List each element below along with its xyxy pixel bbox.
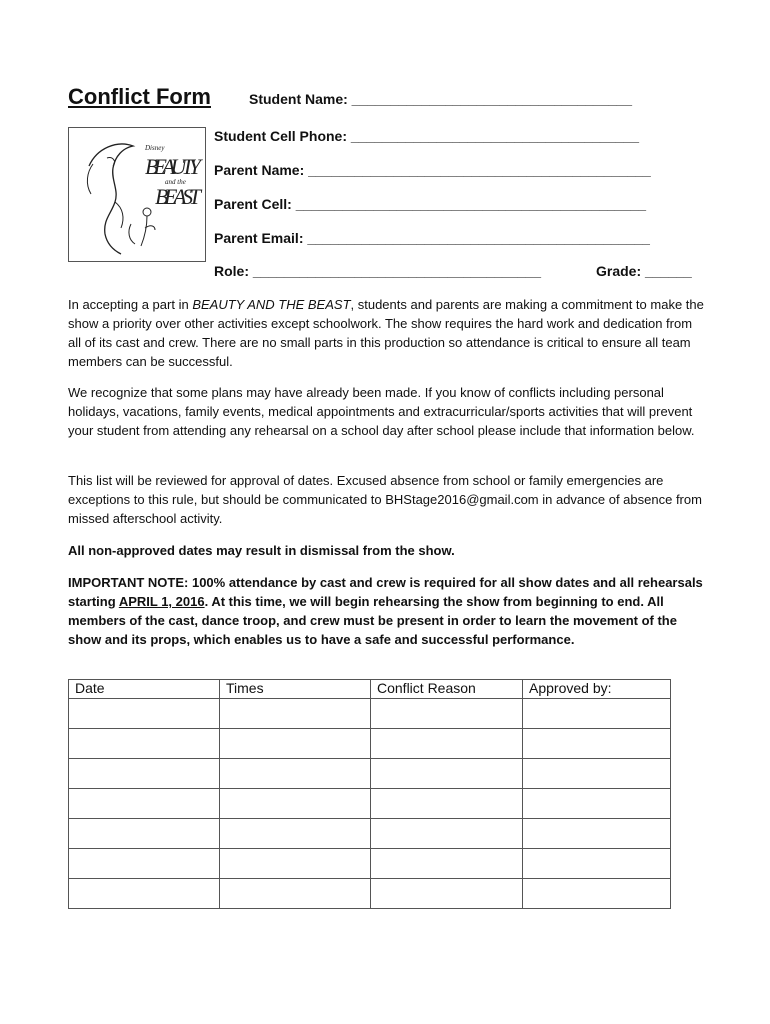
conflict-reason-cell[interactable] (371, 849, 523, 879)
svg-text:and the: and the (165, 178, 186, 186)
times-cell[interactable] (220, 759, 371, 789)
date-cell[interactable] (69, 879, 220, 909)
times-cell[interactable] (220, 849, 371, 879)
date-header: Date (69, 680, 220, 699)
dismissal-warning: All non-approved dates may result in dismissal from the show. (68, 543, 455, 558)
beauty-and-the-beast-logo (68, 127, 206, 262)
table-row (69, 729, 671, 759)
form-title: Conflict Form (68, 84, 211, 109)
approved-by-cell[interactable] (523, 699, 671, 729)
svg-text:BEAUTY: BEAUTY (145, 154, 201, 179)
svg-text:BEAST: BEAST (155, 184, 201, 209)
approved-by-cell[interactable] (523, 849, 671, 879)
conflict-reason-header: Conflict Reason (371, 680, 523, 699)
approved-by-cell[interactable] (523, 879, 671, 909)
approved-by-header: Approved by: (523, 680, 671, 699)
conflict-reason-cell[interactable] (371, 819, 523, 849)
table-row (69, 819, 671, 849)
times-cell[interactable] (220, 819, 371, 849)
show-title: BEAUTY AND THE BEAST (192, 297, 351, 312)
date-cell[interactable] (69, 789, 220, 819)
conflict-reason-cell[interactable] (371, 759, 523, 789)
conflicts-paragraph: We recognize that some plans may have already been made. If you know of conflicts including personal holidays, vacations, family events, medical appointments and extracurricular/sports activities that will prevent your student from attending any rehearsal on a school day after school please include that information below. (68, 385, 695, 438)
parent-name-field[interactable]: Parent Name: ____________________________________________ (214, 162, 651, 178)
date-cell[interactable] (69, 729, 220, 759)
beast-rose-illustration (69, 128, 205, 261)
conflict-table (68, 679, 671, 909)
svg-text:Disney: Disney (145, 144, 165, 152)
student-name-field[interactable]: Student Name: ____________________________________ (249, 91, 632, 107)
table-header-row (69, 680, 671, 699)
date-cell[interactable] (69, 759, 220, 789)
times-header: Times (220, 680, 371, 699)
date-cell[interactable] (69, 849, 220, 879)
parent-cell-field[interactable]: Parent Cell: _____________________________________________ (214, 196, 647, 212)
date-cell[interactable] (69, 819, 220, 849)
table-row (69, 849, 671, 879)
times-cell[interactable] (220, 879, 371, 909)
table-row (69, 789, 671, 819)
table-row (69, 759, 671, 789)
start-date: APRIL 1, 2016 (118, 594, 205, 609)
student-cell-phone-field[interactable]: Student Cell Phone: _____________________________________ (214, 128, 639, 144)
commitment-paragraph: In accepting a part in BEAUTY AND THE BEAST, students and parents are making a commitment to make the show a priority over other activities except schoolwork. The show requires the hard work and dedication from all of its cast and crew. There are no small parts in this production so attendance is critical to ensure all team members can be successful. (68, 297, 704, 369)
times-cell[interactable] (220, 789, 371, 819)
table-row (69, 699, 671, 729)
conflict-reason-cell[interactable] (371, 699, 523, 729)
approved-by-cell[interactable] (523, 759, 671, 789)
parent-email-field[interactable]: Parent Email: ____________________________________________ (214, 230, 650, 246)
table-row (69, 879, 671, 909)
review-paragraph: This list will be reviewed for approval of dates. Excused absence from school or family emergencies are exceptions to this rule, but should be communicated to BHStage2016@gmail.com in advance of absence from missed afterschool activity. (68, 473, 702, 526)
date-cell[interactable] (69, 699, 220, 729)
role-field[interactable]: Role: _____________________________________ (214, 263, 541, 279)
conflict-reason-cell[interactable] (371, 879, 523, 909)
conflict-reason-cell[interactable] (371, 729, 523, 759)
grade-field[interactable]: Grade: ______ (596, 263, 692, 279)
approved-by-cell[interactable] (523, 789, 671, 819)
approved-by-cell[interactable] (523, 819, 671, 849)
times-cell[interactable] (220, 729, 371, 759)
important-note: IMPORTANT NOTE: 100% attendance by cast and crew is required for all show dates and all rehearsals starting APRIL 1, 2016. At this time, we will begin rehearsing the show from beginning to end. All members of the cast, dance troop, and crew must be present in order to learn the movement of the show and its props, which enables us to have a safe and successful performance. (68, 575, 703, 647)
conflict-reason-cell[interactable] (371, 789, 523, 819)
approved-by-cell[interactable] (523, 729, 671, 759)
times-cell[interactable] (220, 699, 371, 729)
